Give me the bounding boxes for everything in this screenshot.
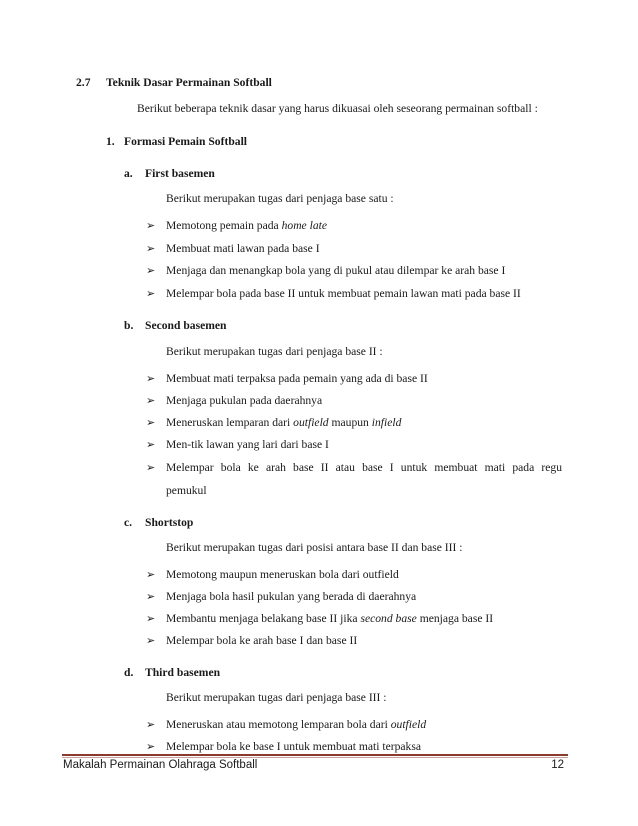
list-item: Membantu menjaga belakang base II jika second base menjaga base II (166, 612, 494, 625)
bullet-arrow-icon: ➢ (146, 394, 156, 407)
list-item: Melempar bola ke arah base I dan base II (166, 634, 358, 647)
bullet-arrow-icon: ➢ (146, 287, 156, 300)
footer-title: Makalah Permainan Olahraga Softball (63, 759, 258, 771)
bullet-arrow-icon: ➢ (146, 612, 156, 625)
list-item: Melempar bola ke base I untuk membuat mati terpaksa (166, 740, 421, 753)
group-title: Second basemen (145, 319, 227, 332)
page-number: 12 (551, 759, 564, 771)
group-letter: b. (124, 319, 134, 332)
bullet-arrow-icon: ➢ (146, 718, 156, 731)
list-item: Menjaga bola hasil pukulan yang berada di daerahnya (166, 590, 417, 603)
bullet-arrow-icon: ➢ (146, 242, 156, 255)
intro-paragraph: Berikut beberapa teknik dasar yang harus dikuasai oleh seseorang permainan softball : (137, 102, 538, 115)
group-lead: Berikut merupakan tugas dari penjaga base III : (166, 691, 387, 704)
subsection-title: Formasi Pemain Softball (124, 135, 248, 148)
bullet-arrow-icon: ➢ (146, 264, 156, 277)
group-lead: Berikut merupakan tugas dari penjaga base satu : (166, 192, 394, 205)
section-number: 2.7 (76, 76, 91, 89)
group-title: First basemen (145, 167, 215, 180)
bullet-arrow-icon: ➢ (146, 416, 156, 429)
bullet-arrow-icon: ➢ (146, 219, 156, 232)
list-item: Memotong maupun meneruskan bola dari outfield (166, 568, 399, 581)
group-letter: d. (124, 666, 134, 679)
list-item: Menjaga pukulan pada daerahnya (166, 394, 323, 407)
list-item: Membuat mati lawan pada base I (166, 242, 320, 255)
bullet-arrow-icon: ➢ (146, 438, 156, 451)
bullet-arrow-icon: ➢ (146, 740, 156, 753)
group-letter: a. (124, 167, 133, 180)
subsection-number: 1. (106, 135, 115, 148)
bullet-arrow-icon: ➢ (146, 568, 156, 581)
group-title: Shortstop (145, 516, 194, 529)
bullet-arrow-icon: ➢ (146, 461, 156, 474)
footer-rule (62, 754, 568, 756)
list-item: Men-tik lawan yang lari dari base I (166, 438, 329, 451)
list-item-continuation: pemukul (166, 484, 207, 497)
group-lead: Berikut merupakan tugas dari posisi antara base II dan base III : (166, 541, 463, 554)
list-item: Melempar bola pada base II untuk membuat pemain lawan mati pada base II (166, 287, 521, 300)
list-item: Meneruskan lemparan dari outfield maupun infield (166, 416, 402, 429)
bullet-arrow-icon: ➢ (146, 634, 156, 647)
section-title: Teknik Dasar Permainan Softball (106, 76, 272, 89)
list-item: Melempar bola ke arah base II atau base I untuk membuat mati pada regu (166, 461, 562, 474)
list-item: Menjaga dan menangkap bola yang di pukul atau dilempar ke arah base I (166, 264, 506, 277)
list-item: Meneruskan atau memotong lemparan bola dari outfield (166, 718, 427, 731)
list-item: Membuat mati terpaksa pada pemain yang ada di base II (166, 372, 428, 385)
bullet-arrow-icon: ➢ (146, 372, 156, 385)
group-letter: c. (124, 516, 133, 529)
group-title: Third basemen (145, 666, 221, 679)
bullet-arrow-icon: ➢ (146, 590, 156, 603)
list-item: Memotong pemain pada home late (166, 219, 327, 232)
group-lead: Berikut merupakan tugas dari penjaga base II : (166, 345, 383, 358)
